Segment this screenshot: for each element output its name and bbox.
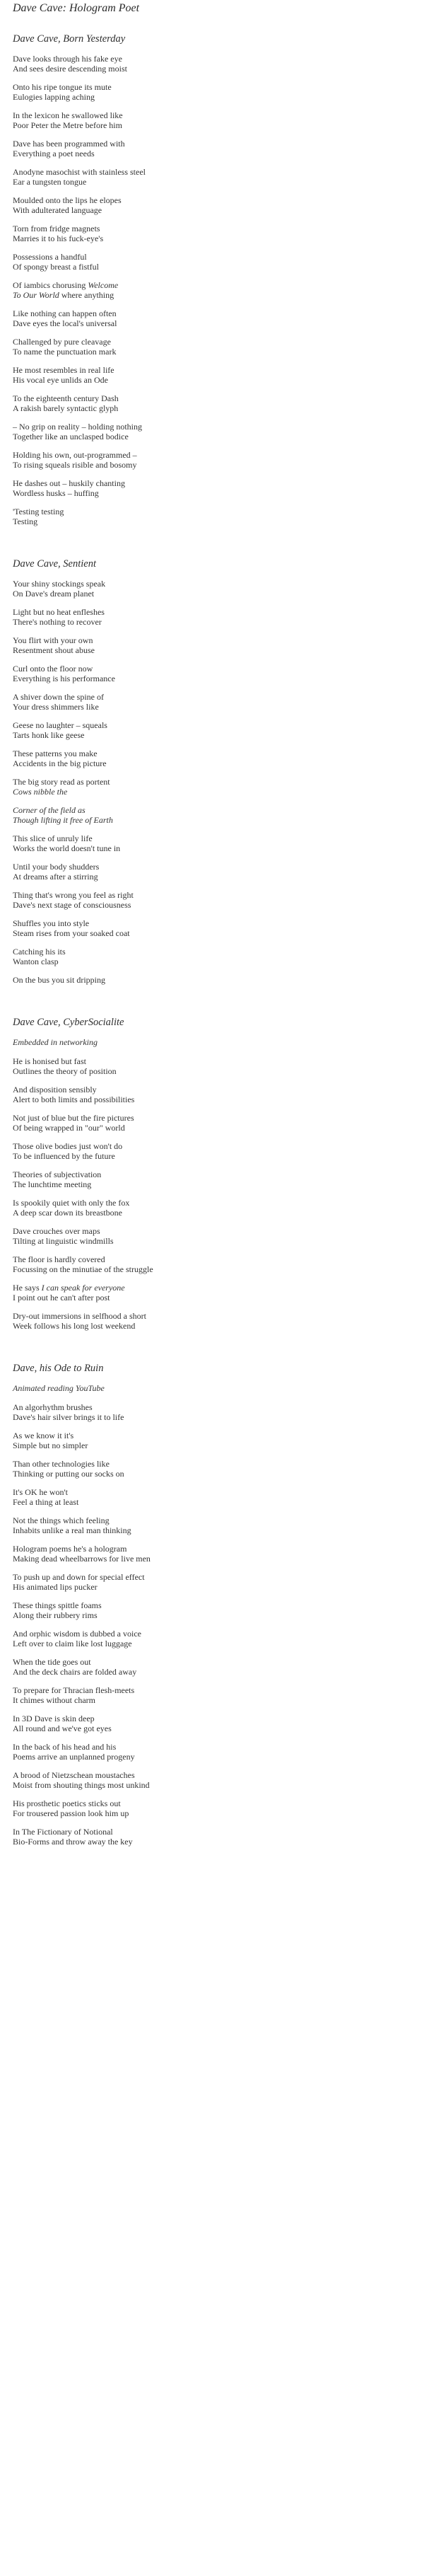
poem-line: Inhabits unlike a real man thinking [13,1525,131,1535]
stanza [13,664,411,683]
poem-line: Moulded onto the lips he elopes [13,195,122,205]
poem-line: Shuffles you into style [13,918,90,928]
poem-line: Marries it to his fuck-eye's [13,233,104,243]
stanza [13,1085,411,1104]
poem-line: As we know it it's [13,1431,74,1440]
stanza [13,1798,411,1818]
stanza [13,579,411,599]
poem-line: Bio-Forms and throw away the key [13,1837,133,1847]
poem-line: Everything a poet needs [13,149,95,158]
poem-line: And sees desire descending moist [13,64,127,74]
stanza [13,1226,411,1246]
poem-line: Poor Peter the Metre before him [13,120,122,130]
stanza [13,478,411,498]
poem-line: Corner of the field as [13,805,86,815]
stanza [13,507,411,526]
poem-line: There's nothing to recover [13,617,102,627]
poem-line: Like nothing can happen often [13,308,117,318]
poem-subtitle: Animated reading YouTube [13,1383,105,1393]
poem-line: Light but no heat enfleshes [13,607,105,617]
poem-line: Your shiny stockings speak [13,579,106,589]
poem-line: Dave eyes the local's universal [13,318,117,328]
poem-line: Wanton clasp [13,957,59,966]
poem-line: Torn from fridge magnets [13,224,100,233]
poem-line: Along their rubbery rims [13,1610,98,1620]
poem-line: Hologram poems he's a hologram [13,1544,127,1554]
stanza [13,1169,411,1189]
stanza [13,1254,411,1274]
poem-line: Focussing on the minutiae of the struggle [13,1264,153,1274]
stanza [13,607,411,627]
stanza [13,918,411,938]
poem-line: Anodyne masochist with stainless steel [13,167,146,177]
poem-line: Dave has been programmed with [13,139,125,149]
poem-line: All round and we've got eyes [13,1723,112,1733]
stanza [13,337,411,357]
stanza [13,365,411,385]
stanza [13,1572,411,1592]
poem-line: You flirt with your own [13,635,93,645]
stanza [13,1402,411,1422]
stanza [13,1629,411,1648]
poem-line: The floor is hardly covered [13,1254,105,1264]
stanza [13,833,411,853]
poem-line: He dashes out – huskily chanting [13,478,125,488]
poem [13,33,411,526]
poem-subtitle: Embedded in networking [13,1037,98,1047]
poem [13,1362,411,1847]
stanza [13,195,411,215]
poem-line: Together like an unclasped bodice [13,432,129,441]
poem-line: A deep scar down its breastbone [13,1208,122,1218]
poem-line: Though lifting it free of Earth [13,815,113,825]
poem-line: To prepare for Thracian flesh-meets [13,1685,135,1695]
poem-line: Theories of subjectivation [13,1169,102,1179]
poem-line: His prosthetic poetics sticks out [13,1798,121,1808]
poem-line: He says I can speak for everyone [13,1283,125,1293]
poem-line: Geese no laughter – squeals [13,720,107,730]
poem-line: Dave crouches over maps [13,1226,100,1236]
poem-line: The lunchtime meeting [13,1179,92,1189]
poem-line: To rising squeals risible and bosomy [13,460,137,470]
poem-line: His vocal eye unlids an Ode [13,375,108,385]
poem-line: Feel a thing at least [13,1497,79,1507]
stanza [13,1113,411,1133]
poem-line: Simple but no simpler [13,1440,88,1450]
stanza [13,1515,411,1535]
poem-line: Ear a tungsten tongue [13,177,87,187]
stanza [13,280,411,300]
stanza [13,1742,411,1762]
poem-line: Dave's next stage of consciousness [13,900,131,910]
poem-line: Making dead wheelbarrows for live men [13,1554,151,1564]
poem-line: Until your body shudders [13,862,100,872]
stanza [13,393,411,413]
stanza [13,110,411,130]
stanza [13,749,411,768]
stanza [13,1431,411,1450]
stanza [13,450,411,470]
poem-line: To push up and down for special effect [13,1572,145,1582]
poem-line: 'Testing testing [13,507,64,516]
page-title: Dave Cave: Hologram Poet [13,2,140,14]
stanza [13,1600,411,1620]
poem-line: Cows nibble the [13,787,68,797]
poem-line: Dry-out immersions in selfhood a short [13,1311,146,1321]
poem-line: – No grip on reality – holding nothing [13,422,142,432]
poem-line: And orphic wisdom is dubbed a voice [13,1629,141,1639]
poem-line: Of iambics chorusing Welcome [13,280,119,290]
stanza [13,1770,411,1790]
poem-line: Those olive bodies just won't do [13,1141,123,1151]
stanza [13,947,411,966]
stanza [13,1657,411,1677]
poem-line: On Dave's dream planet [13,589,95,599]
stanza [13,975,411,985]
stanza [13,224,411,243]
poem-line: He is honised but fast [13,1056,86,1066]
poem-line: Left over to claim like lost luggage [13,1639,132,1648]
poem-line: Catching his its [13,947,66,957]
poem-line: In the back of his head and his [13,1742,117,1752]
poem-line: Your dress shimmers like [13,702,99,712]
stanza [13,1198,411,1218]
stanza [13,139,411,158]
poem-line: To be influenced by the future [13,1151,115,1161]
poem-line: And the deck chairs are folded away [13,1667,137,1677]
poem-line: In 3D Dave is skin deep [13,1714,95,1723]
stanza [13,1056,411,1076]
stanza [13,862,411,882]
poem-line: His animated lips pucker [13,1582,98,1592]
poem-line: Outlines the theory of position [13,1066,117,1076]
poem-line: With adulterated language [13,205,102,215]
poem-title: Dave, his Ode to Ruin [13,1363,104,1374]
poem-line: Not just of blue but the fire pictures [13,1113,134,1123]
poem-line: An algorhythm brushes [13,1402,93,1412]
poem-line: A rakish barely syntactic glyph [13,403,119,413]
poem-line: Of being wrapped in "our" world [13,1123,125,1133]
poem-line: Thinking or putting our socks on [13,1469,124,1479]
poem [13,558,411,985]
stanza [13,1283,411,1303]
poem-line: Week follows his long lost weekend [13,1321,136,1331]
poem-title: Dave Cave, Sentient [13,558,96,570]
poem-line: Tarts honk like geese [13,730,85,740]
poem-line: Possessions a handful [13,252,87,262]
poem-line: Holding his own, out-programmed – [13,450,137,460]
poem-line: I point out he can't after post [13,1293,110,1303]
stanza [13,252,411,272]
poem-title: Dave Cave, CyberSocialite [13,1017,124,1028]
poem-line: Dave looks through his fake eye [13,54,122,64]
stanza [13,1685,411,1705]
poem-line: Tilting at linguistic windmills [13,1236,114,1246]
poem-line: These things spittle foams [13,1600,102,1610]
poem-line: Eulogies lapping aching [13,92,95,102]
poem-collection [13,33,411,1847]
poem-line: Testing [13,516,38,526]
poem-line: At dreams after a stirring [13,872,98,882]
poem-line: Alert to both limits and possibilities [13,1094,135,1104]
stanza [13,777,411,797]
poem-line: Than other technologies like [13,1459,110,1469]
stanza [13,422,411,441]
poem-line: Dave's hair silver brings it to life [13,1412,124,1422]
poem-line: This slice of unruly life [13,833,93,843]
poem-line: The big story read as portent [13,777,110,787]
poem-line: In the lexicon he swallowed like [13,110,123,120]
poem-line: Challenged by pure cleavage [13,337,111,347]
poem-line: Steam rises from your soaked coat [13,928,130,938]
poem-line: He most resembles in real life [13,365,114,375]
poem-line: Of spongy breast a fistful [13,262,99,272]
stanza [13,54,411,74]
poem-line: Resentment shout abuse [13,645,95,655]
poem-title: Dave Cave, Born Yesterday [13,33,126,45]
poem-line: Thing that's wrong you feel as right [13,890,134,900]
poem-line: In The Fictionary of Notional [13,1827,113,1837]
poem-line: These patterns you make [13,749,98,758]
poem-line: And disposition sensibly [13,1085,97,1094]
poem-line: When the tide goes out [13,1657,91,1667]
poem-line: Moist from shouting things most unkind [13,1780,150,1790]
poem-line: Curl onto the floor now [13,664,93,674]
poem-line: Works the world doesn't tune in [13,843,121,853]
poem-line: For trousered passion look him up [13,1808,129,1818]
stanza [13,1311,411,1331]
poem-line: Accidents in the big picture [13,758,107,768]
poem-line: It chimes without charm [13,1695,95,1705]
stanza [13,1459,411,1479]
stanza [13,1544,411,1564]
poem-line: Onto his ripe tongue its mute [13,82,112,92]
stanza [13,635,411,655]
stanza [13,890,411,910]
poem-line: On the bus you sit dripping [13,975,105,985]
stanza [13,1141,411,1161]
stanza [13,82,411,102]
poem-line: Not the things which feeling [13,1515,110,1525]
poem-line: Is spookily quiet with only the fox [13,1198,130,1208]
stanza [13,1827,411,1847]
poem-line: It's OK he won't [13,1487,68,1497]
poem-line: To name the punctuation mark [13,347,117,357]
stanza [13,692,411,712]
poem-line: To Our World where anything [13,290,114,300]
stanza [13,308,411,328]
stanza [13,1487,411,1507]
poem-line: Everything is his performance [13,674,115,683]
stanza [13,720,411,740]
poem-line: To the eighteenth century Dash [13,393,119,403]
stanza [13,167,411,187]
poem-line: Poems arrive an unplanned progeny [13,1752,135,1762]
poem-line: Wordless husks – huffing [13,488,99,498]
poem [13,1016,411,1331]
stanza [13,805,411,825]
poem-line: A shiver down the spine of [13,692,104,702]
poem-line: A brood of Nietzschean moustaches [13,1770,135,1780]
stanza [13,1714,411,1733]
